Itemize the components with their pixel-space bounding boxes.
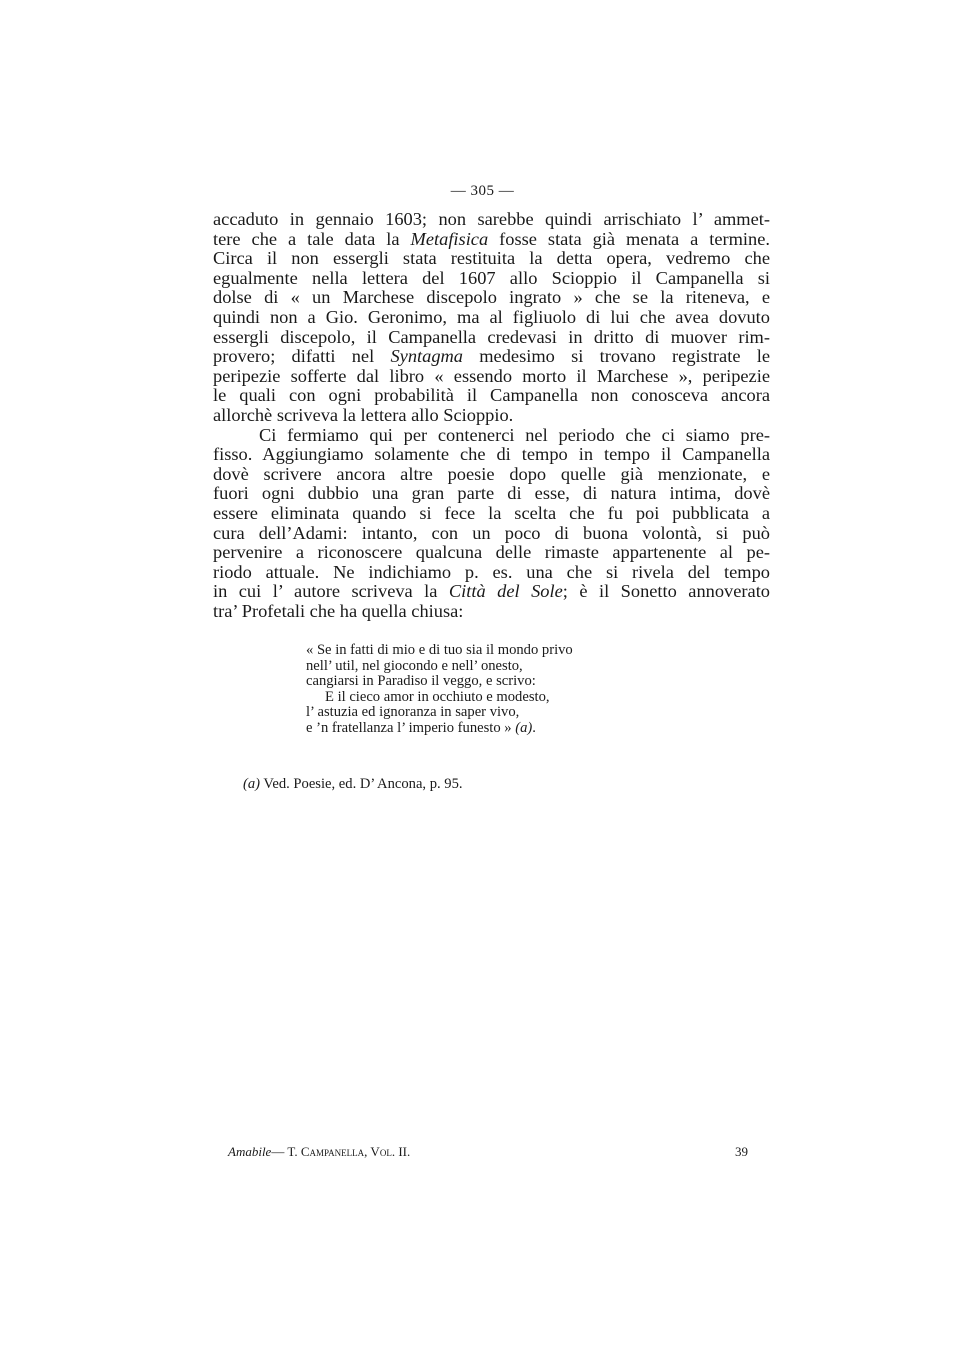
text-line: dovè scrivere ancora altre poesie dopo quelle già menzionate, e: [213, 463, 770, 484]
text-line: Ci fermiamo qui per contenerci nel periodo che ci siamo pre-: [259, 424, 770, 445]
footer-signature: [228, 1144, 410, 1159]
footnote: (a) Ved. Poesie, ed. D’ Ancona, p. 95.: [243, 776, 463, 792]
poem-verse: nell’ util, nel giocondo e nell’ onesto,: [306, 657, 523, 674]
text-line: le quali con ogni probabilità il Campanella non conosceva ancora: [213, 385, 770, 406]
poem-verse-last: e ’n fratellanza l’ imperio funesto » (a).: [306, 719, 536, 736]
sonnet-quotation: [306, 643, 726, 737]
italic-term: Metafisica: [410, 228, 489, 249]
text-line-citta-del-sole: in cui l’ autore scriveva la Città del Sole; è il Sonetto annoverato: [213, 581, 770, 602]
body-text: [213, 210, 770, 621]
poem-verse: « Se in fatti di mio e di tuo sia il mondo privo: [306, 642, 573, 658]
footer-title: — T. Campanella, Vol. II.: [271, 1144, 411, 1159]
text-line: peripezie sofferte dal libro « essendo morto il Marchese », peripezie: [213, 365, 770, 386]
italic-term: (a): [515, 719, 533, 736]
text-line: riodo attuale. Ne indichiamo p. es. una che si rivela del tempo: [213, 561, 770, 582]
text-line-metafisica: tere che a tale data la Metafisica fosse stata già menata a termine.: [213, 228, 770, 249]
text-line: egualmente nella lettera del 1607 allo Scioppio il Campanella si: [213, 267, 770, 288]
poem-verse: l’ astuzia ed ignoranza in saper vivo,: [306, 704, 520, 721]
text-line: pervenire a riconoscere qualcuna delle rimaste appartenente al pe-: [213, 542, 770, 563]
poem-verse: cangiarsi in Paradiso il veggo, e scrivo:: [306, 673, 536, 690]
text-line: allorchè scriveva la lettera allo Scioppio.: [213, 404, 514, 425]
text-line: essere eliminata quando si fece la scelta che fu poi pubblicata a: [213, 502, 770, 523]
text-line: fuori ogni dubbio una gran parte di esse, di natura intima, dovè: [213, 483, 770, 504]
paragraph-1: [213, 210, 770, 426]
italic-term: (a): [243, 776, 261, 792]
page-number: — 305 —: [450, 183, 515, 199]
italic-term: Città del Sole: [448, 581, 563, 602]
footer-author: Amabile: [228, 1144, 272, 1159]
text-line: tra’ Profetali che ha quella chiusa:: [213, 600, 464, 621]
text-line: accaduto in gennaio 1603; non sarebbe quindi arrischiato l’ ammet-: [213, 209, 770, 229]
text-line-syntagma: provero; difatti nel Syntagma medesimo si trovano registrate le: [213, 346, 771, 367]
text-line: cura dell’Adami: intanto, con un poco di buona volontà, si può: [213, 522, 770, 543]
text-line: essergli discepolo, il Campanella credevasi in dritto di muover rim-: [213, 326, 770, 347]
text-line: Circa il non essergli stata restituita la detta opera, vedremo che: [213, 248, 770, 269]
italic-term: Syntagma: [390, 346, 463, 367]
poem-verse: E il cieco amor in occhiuto e modesto,: [325, 688, 550, 705]
text-line: fisso. Aggiungiamo solamente che di tempo in tempo il Campanella: [213, 444, 770, 465]
text-line: quindi non a Gio. Geronimo, ma al figliuolo di lui che avea dovuto: [213, 306, 770, 327]
footer-signature-number: 39: [735, 1144, 748, 1159]
text-line: dolse di « un Marchese discepolo ingrato » che se la riteneva, e: [213, 287, 770, 308]
paragraph-2: [213, 426, 770, 622]
